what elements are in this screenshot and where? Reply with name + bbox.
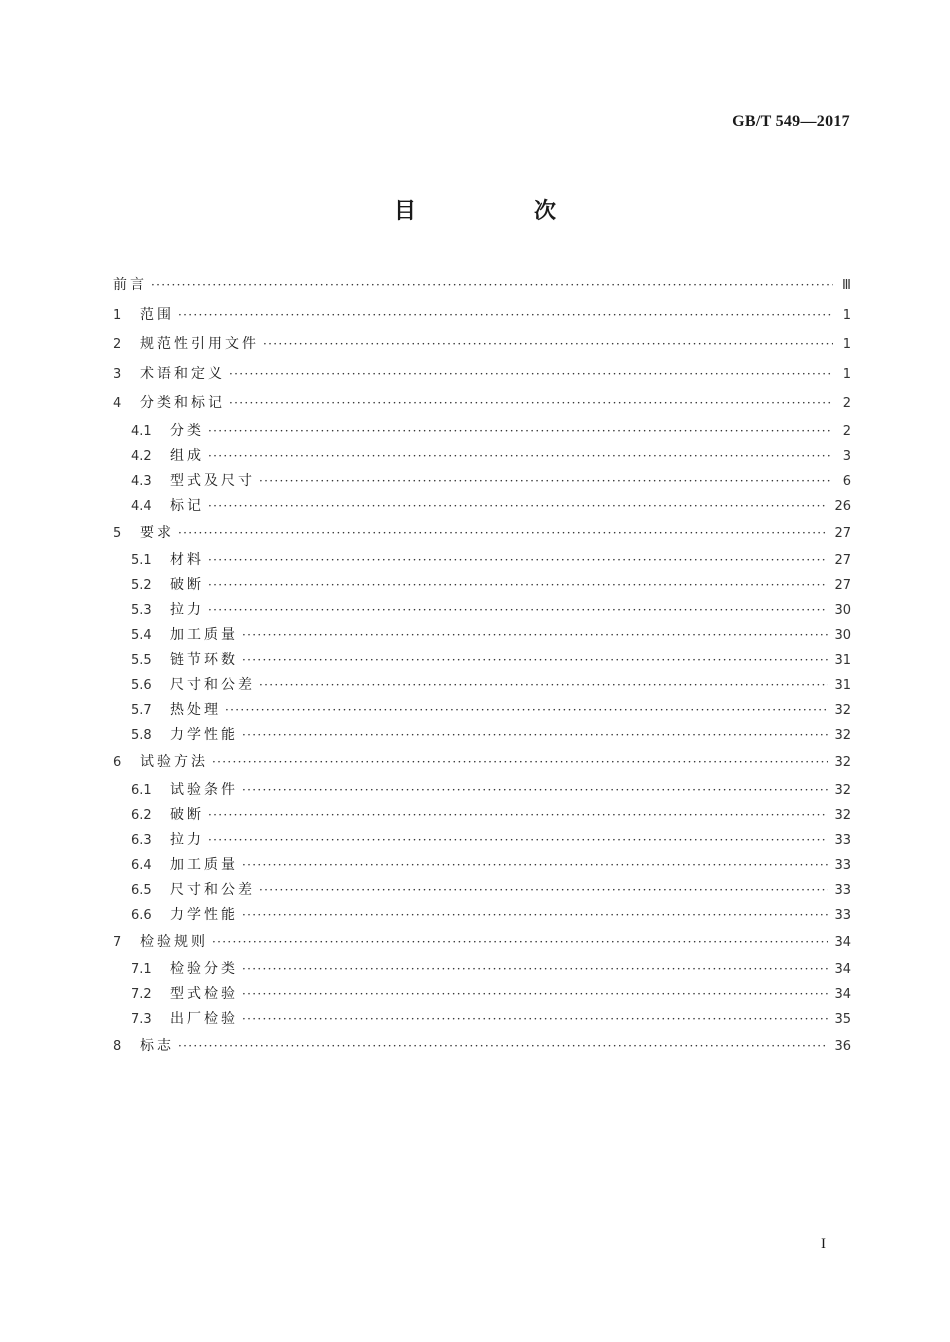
toc-entry-title: 型式检验 xyxy=(170,986,238,1002)
toc-entry-page: 31 xyxy=(834,653,851,668)
toc-entry-number: 5.3 xyxy=(131,603,152,618)
toc-leader-dots xyxy=(225,698,828,723)
toc-entry[interactable] xyxy=(113,623,851,648)
toc-entry-title: 标志 xyxy=(140,1038,174,1054)
toc-entry-number: 6.2 xyxy=(131,807,152,823)
toc-entry[interactable] xyxy=(113,673,851,698)
toc-entry-title: 范围 xyxy=(140,306,174,323)
toc-entry-page: 2 xyxy=(842,396,851,411)
toc-leader-dots xyxy=(229,389,833,419)
toc-entry-title: 拉力 xyxy=(170,602,204,618)
toc-entry-page: 32 xyxy=(834,782,851,798)
toc-entry[interactable] xyxy=(113,301,851,331)
toc-entry[interactable] xyxy=(113,419,851,444)
toc-entry-number: 6.1 xyxy=(131,782,152,798)
toc-entry[interactable] xyxy=(113,748,851,778)
toc-entry-title: 试验条件 xyxy=(170,781,238,798)
toc-entry-page: 32 xyxy=(834,807,851,823)
toc-leader-dots xyxy=(212,928,828,958)
toc-entry[interactable] xyxy=(113,598,851,623)
toc-leader-dots xyxy=(242,623,828,648)
toc-entry-title: 要求 xyxy=(140,524,174,541)
toc-entry[interactable] xyxy=(113,389,851,419)
toc-entry-number: 6.5 xyxy=(131,882,152,898)
toc-entry-title: 分类和标记 xyxy=(140,395,225,411)
toc-entry-number: 7 xyxy=(113,934,122,950)
toc-entry[interactable] xyxy=(113,548,851,573)
toc-entry-number: 7.2 xyxy=(131,987,152,1002)
toc-entry-page: 33 xyxy=(834,907,851,923)
toc-entry-title: 型式及尺寸 xyxy=(170,472,255,489)
toc-entry-number: 6.6 xyxy=(131,907,152,923)
toc-entry[interactable] xyxy=(113,723,851,748)
toc-entry-page: 33 xyxy=(834,882,851,898)
toc-leader-dots xyxy=(242,903,828,928)
toc-entry-page: 27 xyxy=(834,525,851,541)
toc-entry-page: 32 xyxy=(834,728,851,743)
toc-leader-dots xyxy=(208,548,828,573)
toc-entry-title: 出厂检验 xyxy=(170,1011,238,1027)
toc-leader-dots xyxy=(151,271,833,301)
page-number: I xyxy=(821,1236,826,1252)
toc-entry-number: 6.4 xyxy=(131,857,152,873)
toc-entry[interactable] xyxy=(113,360,851,390)
toc-entry-number: 6.3 xyxy=(131,832,152,848)
toc-entry-title: 尺寸和公差 xyxy=(170,881,255,898)
toc-entry[interactable] xyxy=(113,330,851,360)
toc-entry-number: 3 xyxy=(113,366,122,382)
toc-leader-dots xyxy=(208,803,828,828)
toc-entry-title: 尺寸和公差 xyxy=(170,677,255,693)
toc-entry-title: 试验方法 xyxy=(140,754,208,770)
standard-code: GB/T 549—2017 xyxy=(732,113,850,130)
toc-leader-dots xyxy=(208,598,828,623)
toc-entry[interactable] xyxy=(113,444,851,469)
toc-leader-dots xyxy=(242,957,828,982)
toc-leader-dots xyxy=(242,853,828,878)
toc-entry-title: 破断 xyxy=(170,577,204,593)
toc-entry-number: 5.4 xyxy=(131,628,152,643)
toc-entry[interactable] xyxy=(113,519,851,549)
toc-entry-page: 2 xyxy=(842,423,851,439)
toc-entry-page: 27 xyxy=(834,553,851,568)
toc-entry-number: 5 xyxy=(113,525,122,541)
toc-entry[interactable] xyxy=(113,878,851,903)
toc-entry-number: 5.8 xyxy=(131,728,152,743)
toc-entry-title: 材料 xyxy=(170,552,204,568)
toc-leader-dots xyxy=(242,982,828,1007)
toc-entry-title: 拉力 xyxy=(170,831,204,848)
toc-entry[interactable] xyxy=(113,803,851,828)
toc-entry-number: 5.2 xyxy=(131,578,152,593)
toc-entry-number: 6 xyxy=(113,755,122,770)
toc-entry-number: 1 xyxy=(113,307,122,323)
toc-leader-dots xyxy=(242,778,828,803)
toc-entry[interactable] xyxy=(113,928,851,958)
toc-entry-number: 4.2 xyxy=(131,448,152,464)
toc-entry-number: 4 xyxy=(113,396,122,411)
toc-entry-page: Ⅲ xyxy=(842,278,851,293)
toc-leader-dots xyxy=(178,301,833,331)
toc-entry[interactable] xyxy=(113,853,851,878)
toc-entry[interactable] xyxy=(113,698,851,723)
toc-leader-dots xyxy=(229,360,833,390)
toc-entry-page: 34 xyxy=(834,987,851,1002)
toc-entry-page: 26 xyxy=(834,498,851,514)
toc-leader-dots xyxy=(242,1007,828,1032)
toc-entry-title: 前言 xyxy=(113,277,147,293)
toc-entry-page: 27 xyxy=(834,578,851,593)
toc-entry-page: 35 xyxy=(834,1012,851,1027)
toc-entry-page: 34 xyxy=(834,934,851,950)
toc-entry-title: 破断 xyxy=(170,806,204,823)
toc-entry[interactable] xyxy=(113,778,851,803)
toc-entry-number: 7.3 xyxy=(131,1012,152,1027)
toc-entry-page: 32 xyxy=(834,755,851,770)
toc-leader-dots xyxy=(208,444,833,469)
toc-entry-title: 检验规则 xyxy=(140,933,208,950)
toc-entry[interactable] xyxy=(113,982,851,1007)
toc-entry-page: 6 xyxy=(842,473,851,489)
toc-entry-number: 4.4 xyxy=(131,498,152,514)
toc-entry-title: 加工质量 xyxy=(170,856,238,873)
toc-entry-title: 力学性能 xyxy=(170,906,238,923)
toc-entry[interactable] xyxy=(113,469,851,494)
toc-entry-title: 热处理 xyxy=(170,702,221,718)
toc-entry-number: 5.6 xyxy=(131,678,152,693)
toc-entry-page: 30 xyxy=(834,603,851,618)
toc-entry-number: 5.5 xyxy=(131,653,152,668)
toc-entry-page: 1 xyxy=(842,307,851,323)
toc-entry-title: 链节环数 xyxy=(170,652,238,668)
toc-leader-dots xyxy=(263,330,833,360)
toc-entry[interactable] xyxy=(113,1007,851,1032)
toc-entry-title: 力学性能 xyxy=(170,727,238,743)
toc-entry-page: 36 xyxy=(834,1039,851,1054)
toc-leader-dots xyxy=(208,419,833,444)
toc-leader-dots xyxy=(208,828,828,853)
toc-entry-page: 34 xyxy=(834,962,851,977)
toc-leader-dots xyxy=(212,748,828,778)
toc-entry-page: 3 xyxy=(842,448,851,464)
toc-leader-dots xyxy=(259,878,828,903)
toc-entry[interactable] xyxy=(113,648,851,673)
toc-leader-dots xyxy=(259,673,828,698)
toc-leader-dots xyxy=(259,469,833,494)
toc-entry-title: 加工质量 xyxy=(170,627,238,643)
toc-entry-title: 组成 xyxy=(170,447,204,464)
toc-entry[interactable] xyxy=(113,271,851,301)
toc-leader-dots xyxy=(178,1032,828,1062)
toc-entry[interactable] xyxy=(113,903,851,928)
toc-entry-number: 7.1 xyxy=(131,962,152,977)
toc-entry-number: 5.1 xyxy=(131,553,152,568)
page-title: 目 次 xyxy=(393,199,604,224)
toc-entry-title: 规范性引用文件 xyxy=(140,336,259,352)
toc-entry[interactable] xyxy=(113,494,851,519)
table-of-contents xyxy=(113,271,851,1062)
toc-leader-dots xyxy=(242,648,828,673)
toc-entry-page: 1 xyxy=(842,366,851,382)
toc-entry-number: 8 xyxy=(113,1039,122,1054)
toc-entry[interactable] xyxy=(113,1032,851,1062)
toc-entry[interactable] xyxy=(113,957,851,982)
toc-entry-title: 分类 xyxy=(170,422,204,439)
toc-entry-page: 33 xyxy=(834,857,851,873)
toc-entry-number: 2 xyxy=(113,337,122,352)
toc-entry-title: 术语和定义 xyxy=(140,365,225,382)
toc-leader-dots xyxy=(178,519,828,549)
toc-entry-number: 4.3 xyxy=(131,473,152,489)
toc-entry-number: 5.7 xyxy=(131,703,152,718)
toc-entry-title: 标记 xyxy=(170,497,204,514)
toc-entry-page: 33 xyxy=(834,832,851,848)
toc-leader-dots xyxy=(208,494,828,519)
toc-leader-dots xyxy=(208,573,828,598)
toc-entry-page: 31 xyxy=(834,678,851,693)
toc-leader-dots xyxy=(242,723,828,748)
toc-entry[interactable] xyxy=(113,573,851,598)
toc-entry-number: 4.1 xyxy=(131,423,152,439)
toc-entry-title: 检验分类 xyxy=(170,961,238,977)
toc-entry-page: 1 xyxy=(842,337,851,352)
toc-entry-page: 32 xyxy=(834,703,851,718)
toc-entry-page: 30 xyxy=(834,628,851,643)
toc-entry[interactable] xyxy=(113,828,851,853)
